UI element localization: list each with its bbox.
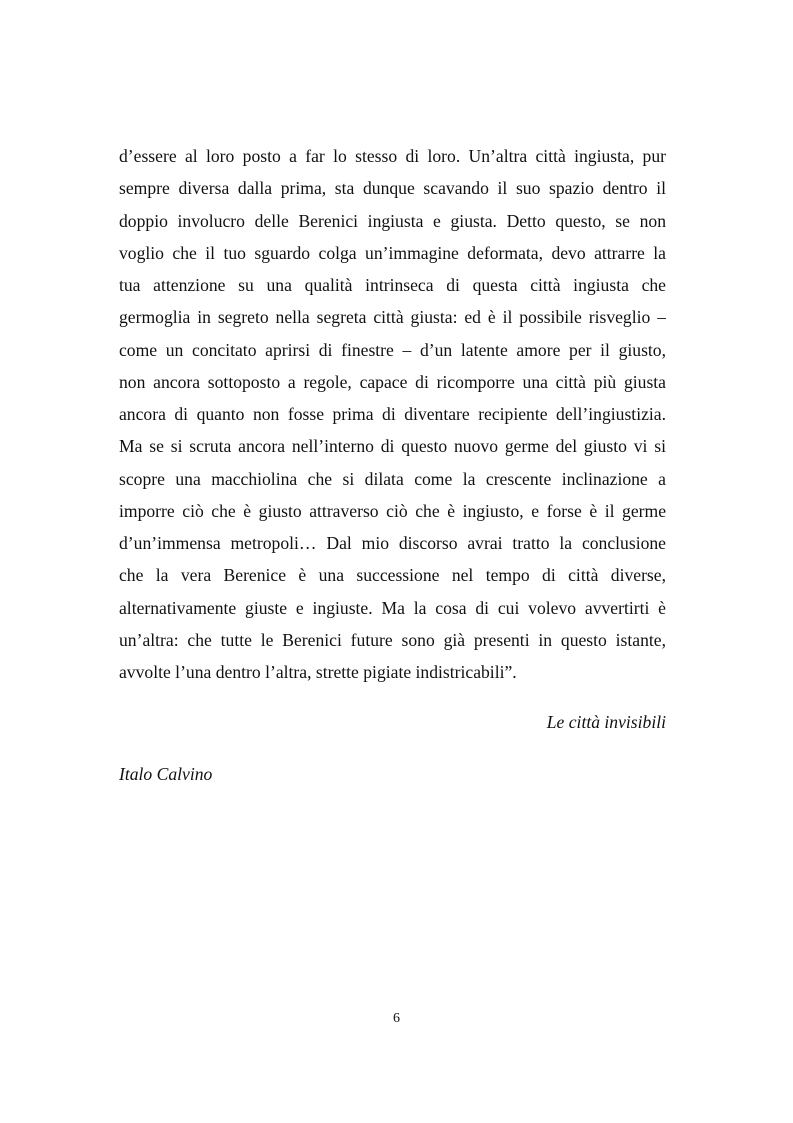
page-number: 6 bbox=[393, 1011, 400, 1026]
text-line: doppio involucro delle Berenici ingiusta e giusta. Detto questo, se non bbox=[119, 210, 666, 231]
text-line: tua attenzione su una qualità intrinseca di questa città ingiusta che bbox=[119, 275, 666, 295]
text-line: Ma se si scruta ancora nell’interno di questo nuovo germe del giusto vi si bbox=[119, 436, 666, 457]
text-line: che la vera Berenice è una successione nel tempo di città diverse, bbox=[119, 565, 666, 586]
text-line: scopre una macchiolina che si dilata come la crescente inclinazione a bbox=[119, 468, 666, 489]
text-line: imporre ciò che è giusto attraverso ciò che è ingiusto, e forse è il germe bbox=[119, 500, 666, 521]
text-line: un’altra: che tutte le Berenici future sono già presenti in questo istante, bbox=[119, 629, 666, 650]
text-line: non ancora sottoposto a regole, capace di ricomporre una città più giusta bbox=[119, 371, 666, 392]
text-line: voglio che il tuo sguardo colga un’immagine deformata, devo attrarre la bbox=[119, 242, 666, 263]
text-line: sempre diversa dalla prima, sta dunque scavando il suo spazio dentro il bbox=[119, 178, 666, 199]
text-line: come un concitato aprirsi di finestre – d’un latente amore per il giusto, bbox=[119, 339, 666, 360]
text-line: d’un’immensa metropoli… Dal mio discorso avrai tratto la conclusione bbox=[119, 533, 666, 553]
text-line: avvolte l’una dentro l’altra, strette pigiate indistricabili”. bbox=[119, 662, 517, 682]
text-line: germoglia in segreto nella segreta città giusta: ed è il possibile risveglio – bbox=[119, 307, 666, 328]
author-name: Italo Calvino bbox=[119, 764, 213, 784]
text-line: ancora di quanto non fosse prima di diventare recipiente dell’ingiustizia. bbox=[119, 404, 666, 424]
quote-paragraph bbox=[119, 140, 666, 688]
book-title: Le città invisibili bbox=[546, 712, 666, 732]
text-line: d’essere al loro posto a far lo stesso di loro. Un’altra città ingiusta, pur bbox=[119, 146, 666, 166]
text-line: alternativamente giuste e ingiuste. Ma la cosa di cui volevo avvertirti è bbox=[119, 597, 666, 618]
